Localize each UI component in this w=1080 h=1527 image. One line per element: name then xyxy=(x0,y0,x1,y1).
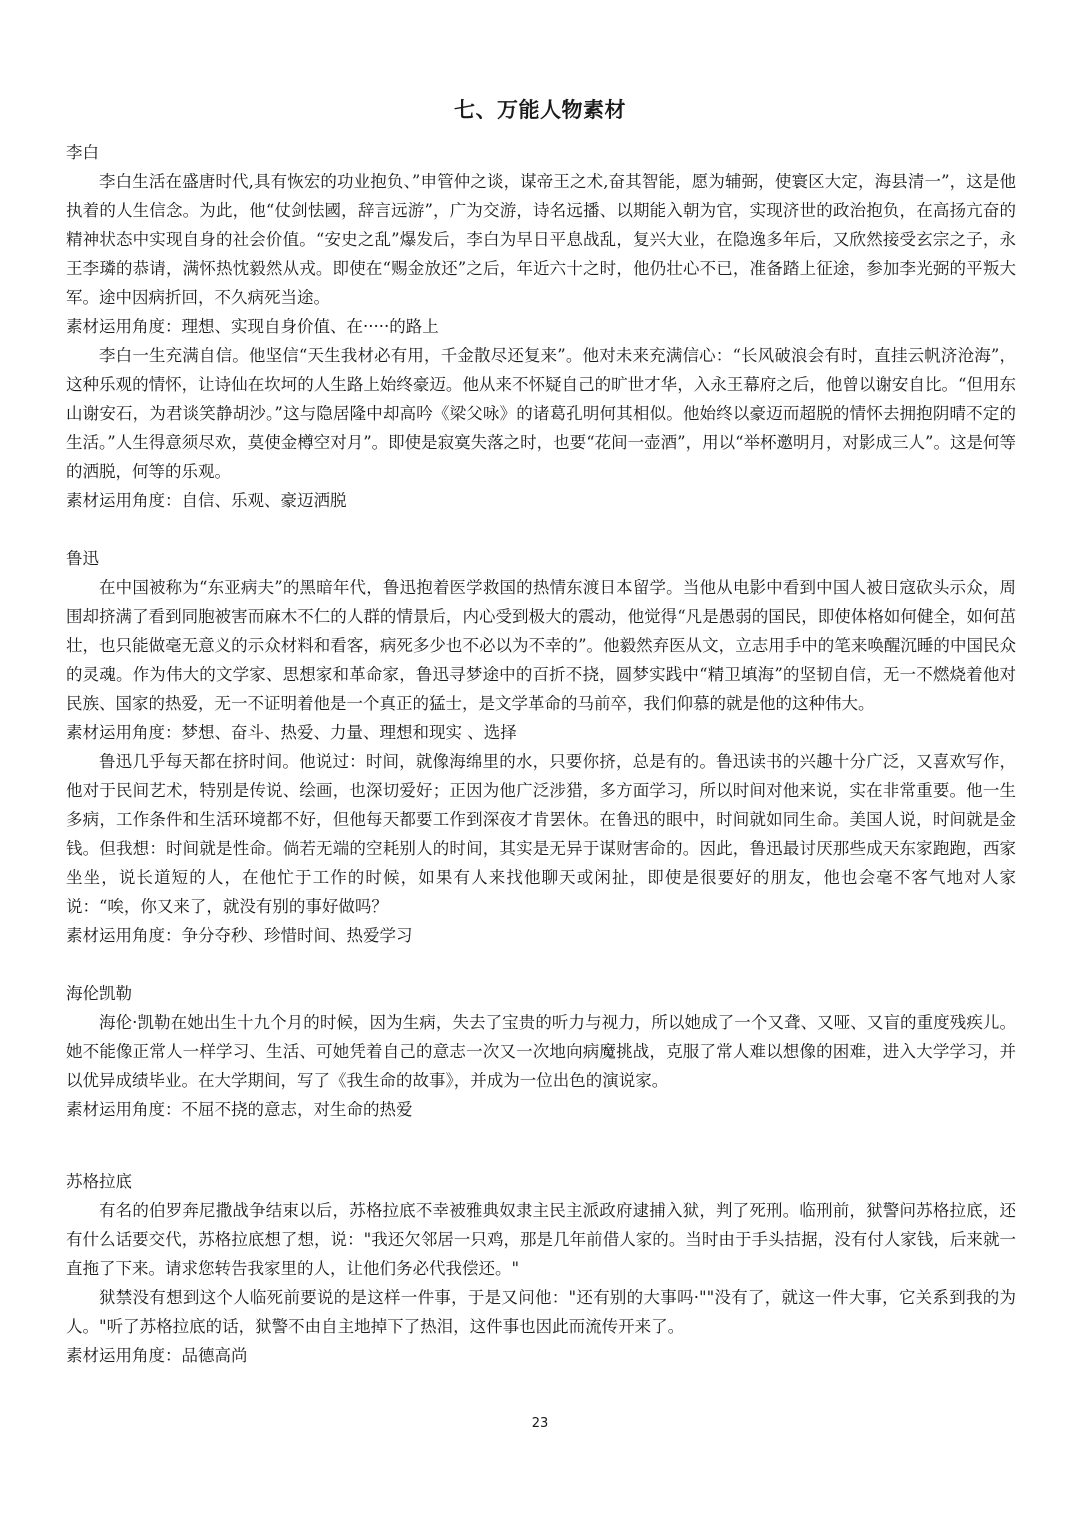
section-socrates xyxy=(66,1167,1016,1370)
section-helen-keller xyxy=(66,979,1016,1124)
paragraph-socrates-1: 有名的伯罗奔尼撒战争结束以后，苏格拉底不幸被雅典奴隶主民主派政府逮捕入狱，判了死刑。临刑前，狱警问苏格拉底，还有什么话要交代，苏格拉底想了想，说："我还欠邻居一只鸡，那是几年前借人家的。当时由于手头拮据，没有付人家钱，后来就一直拖了下来。请求您转告我家里的人，让他们务必代我偿还。" xyxy=(66,1201,1016,1278)
paragraph-lu-xun-1: 在中国被称为“东亚病夫”的黑暗年代，鲁迅抱着医学救国的热情东渡日本留学。当他从电影中看到中国人被日寇砍头示众，周围却挤满了看到同胞被害而麻木不仁的人群的情景后，内心受到极大的震动，他觉得“凡是愚弱的国民，即使体格如何健全，如何茁壮，也只能做毫无意义的示众材料和看客，病死多少也不必以为不幸的”。他毅然弃医从文，立志用手中的笔来唤醒沉睡的中国民众的灵魂。作为伟大的文学家、思想家和革命家，鲁迅寻梦途中的百折不挠，圆梦实践中“精卫填海”的坚韧自信，无一不燃烧着他对民族、国家的热爱，无一不证明着他是一个真正的猛士，是文学革命的马前卒，我们仰慕的就是他的这种伟大。 xyxy=(66,578,1016,713)
section-heading-li-bai: 李白 xyxy=(66,143,99,162)
material-angle-li-bai-2: 素材运用角度：自信、乐观、豪迈洒脱 xyxy=(66,491,347,510)
page-title: 七、万能人物素材 xyxy=(454,98,626,122)
paragraph-li-bai-1: 李白生活在盛唐时代,具有恢宏的功业抱负、”申管仲之谈，谋帝王之术,奋其智能，愿为辅弼，使寰区大定，海县清一”，这是他执着的人生信念。为此，他“仗剑怯國，辞言远游”，广为交游，诗名远播、以期能入朝为官，实现济世的政治抱负，在高扬亢奋的精神状态中实现自身的社会价值。“安史之乱”爆发后，李白为早日平息战乱，复兴大业，在隐逸多年后，又欣然接受玄宗之子，永王李璘的恭请，满怀热忱毅然从戎。即使在“赐金放还”之后，年近六十之时，他仍壮心不已，准备踏上征途，参加李光弼的平叛大军。途中因病折回，不久病死当途。 xyxy=(66,172,1016,307)
page-number: 23 xyxy=(531,1416,549,1431)
section-li-bai xyxy=(66,138,1016,515)
section-spacer xyxy=(66,515,1016,544)
material-angle-lu-xun-2: 素材运用角度：争分夺秒、珍惜时间、热爱学习 xyxy=(66,926,413,945)
document-body xyxy=(66,138,1016,1370)
material-angle-lu-xun-1: 素材运用角度：梦想、奋斗、热爱、力量、理想和现实 、选择 xyxy=(66,723,517,742)
section-lu-xun xyxy=(66,544,1016,950)
material-angle-li-bai-1: 素材运用角度：理想、实现自身价值、在·····的路上 xyxy=(66,317,439,336)
section-spacer xyxy=(66,950,1016,979)
paragraph-li-bai-2: 李白一生充满自信。他坚信“天生我材必有用，千金散尽还复来”。他对未来充满信心：“长风破浪会有时，直挂云帆济沧海”，这种乐观的情怀，让诗仙在坎坷的人生路上始终豪迈。他从来不怀疑自己的旷世才华，入永王幕府之后，他曾以谢安自比。“但用东山谢安石，为君谈笑静胡沙。”这与隐居隆中却高吟《梁父咏》的诸葛孔明何其相似。他始终以豪迈而超脱的情怀去拥抱阴晴不定的生活。”人生得意须尽欢，莫使金樽空对月”。即使是寂寞失落之时，也要“花间一壶酒”，用以“举杯邀明月，对影成三人”。这是何等的洒脱，何等的乐观。 xyxy=(66,346,1016,481)
section-heading-socrates: 苏格拉底 xyxy=(66,1172,132,1191)
paragraph-helen-keller-1: 海伦·凯勒在她出生十九个月的时候，因为生病，失去了宝贵的听力与视力，所以她成了一个又聋、又哑、又盲的重度残疾儿。她不能像正常人一样学习、生活、可她凭着自己的意志一次又一次地向病魔挑战，克服了常人难以想像的困难，进入大学学习，并以优异成绩毕业。在大学期间，写了《我生命的故事》，并成为一位出色的演说家。 xyxy=(66,1013,1016,1090)
section-heading-lu-xun: 鲁迅 xyxy=(66,549,99,568)
material-angle-socrates: 素材运用角度：品德高尚 xyxy=(66,1346,248,1365)
section-heading-helen-keller: 海伦凯勒 xyxy=(66,984,132,1003)
paragraph-socrates-2: 狱禁没有想到这个人临死前要说的是这样一件事，于是又问他："还有别的大事吗·""没有了，就这一件大事，它关系到我的为人。"听了苏格拉底的话，狱警不由自主地掉下了热泪，这件事也因此而流传开来了。 xyxy=(66,1288,1016,1336)
material-angle-helen-keller: 素材运用角度：不屈不挠的意志，对生命的热爱 xyxy=(66,1100,413,1119)
paragraph-lu-xun-2: 鲁迅几乎每天都在挤时间。他说过：时间，就像海绵里的水，只要你挤，总是有的。鲁迅读书的兴趣十分广泛，又喜欢写作，他对于民间艺术，特别是传说、绘画，也深切爱好；正因为他广泛涉猎，多方面学习，所以时间对他来说，实在非常重要。他一生多病，工作条件和生活环境都不好，但他每天都要工作到深夜才肯罢休。在鲁迅的眼中，时间就如同生命。美国人说，时间就是金钱。但我想：时间就是性命。倘若无端的空耗别人的时间，其实是无异于谋财害命的。因此，鲁迅最讨厌那些成天东家跑跑，西家坐坐，说长道短的人，在他忙于工作的时候，如果有人来找他聊天或闲扯，即使是很要好的朋友，他也会毫不客气地对人家说：“唉，你又来了，就没有别的事好做吗？ xyxy=(66,752,1016,916)
section-spacer xyxy=(66,1124,1016,1167)
